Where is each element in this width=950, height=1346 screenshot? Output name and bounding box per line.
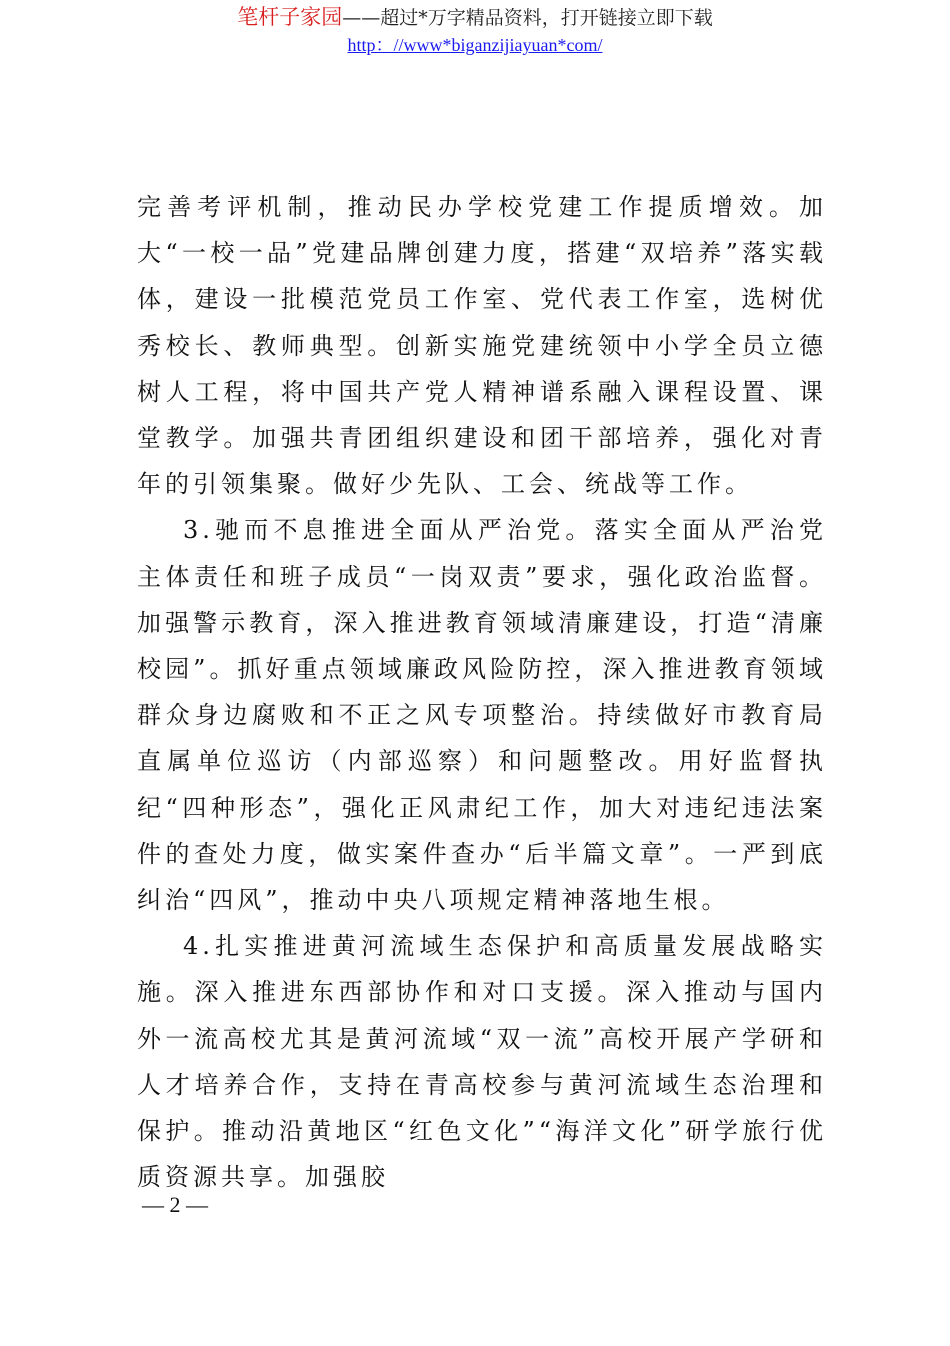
site-link[interactable]: http：//www*biganzijiayuan*com/ (347, 35, 603, 55)
paragraph-section-3: 3.驰而不息推进全面从严治党。落实全面从严治党主体责任和班子成员“一岗双责”要求，强化政治监督。加强警示教育，深入推进教育领域清廉建设，打造“清廉校园”。抓好重点领域廉政风险防控，深入推进教育领域群众身边腐败和不正之风专项整治。持续做好市教育局直属单位巡访（内部巡察）和问题整改。用好监督执纪“四种形态”，强化正风肃纪工作，加大对违纪违法案件的查处力度，做实案件查办“后半篇文章”。一严到底纠治“四风”，推动中央八项规定精神落地生根。 (137, 516, 827, 915)
site-brand: 笔杆子家园 (237, 5, 343, 29)
header-tagline: ——超过*万字精品资料，打开链接立即下载 (342, 7, 713, 29)
document-body (137, 184, 827, 1200)
header-link-line (0, 33, 950, 58)
paragraph-continued: 完善考评机制，推动民办学校党建工作提质增效。加大“一校一品”党建品牌创建力度，搭建“双培养”落实载体，建设一批模范党员工作室、党代表工作室，选树优秀校长、教师典型。创新实施党建统领中小学全员立德树人工程，将中国共产党人精神谱系融入课程设置、课堂教学。加强共青团组织建设和团干部培养，强化对青年的引领集聚。做好少先队、工会、统战等工作。 (137, 193, 827, 499)
header-banner (0, 4, 950, 31)
page-number: — 2 — (142, 1192, 208, 1217)
page-header (0, 4, 950, 58)
paragraph-section-4: 4.扎实推进黄河流域生态保护和高质量发展战略实施。深入推进东西部协作和对口支援。深入推动与国内外一流高校尤其是黄河流域“双一流”高校开展产学研和人才培养合作，支持在青高校参与黄河流域生态治理和保护。推动沿黄地区“红色文化”“海洋文化”研学旅行优质资源共享。加强胶 (137, 932, 827, 1192)
